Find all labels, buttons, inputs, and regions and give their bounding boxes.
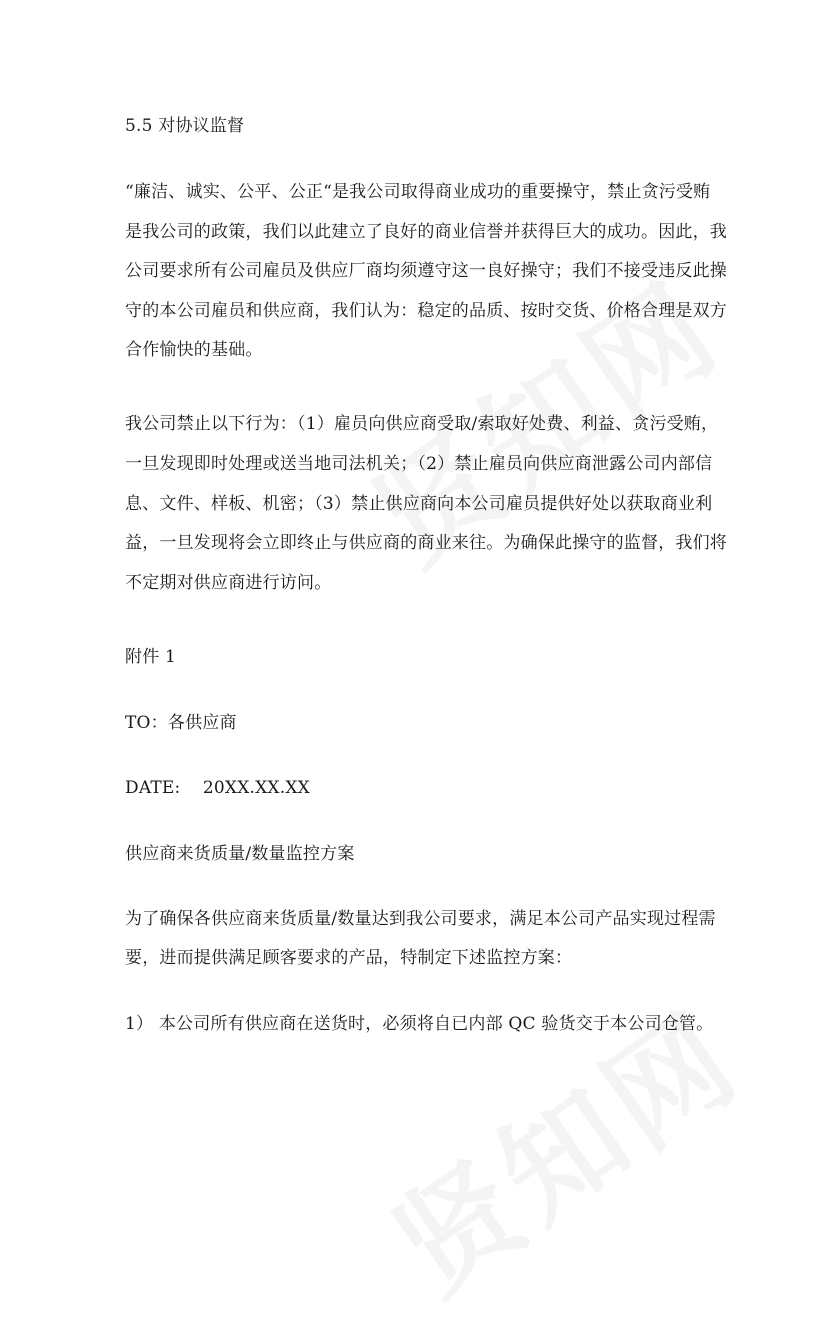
paragraph-line: 公司要求所有公司雇员及供应厂商均须遵守这一良好操守；我们不接受违反此操 bbox=[125, 261, 727, 281]
paragraph-line: 是我公司的政策，我们以此建立了良好的商业信誉并获得巨大的成功。因此，我 bbox=[125, 222, 727, 242]
date-line: DATE: 20XX.XX.XX bbox=[125, 778, 310, 798]
paragraph-line: 息、文件、样板、机密；（3）禁止供应商向本公司雇员提供好处以获取商业利 bbox=[125, 494, 713, 514]
to-line: TO：各供应商 bbox=[125, 713, 237, 733]
plan-title: 供应商来货质量/数量监控方案 bbox=[125, 844, 355, 864]
paragraph-line: 合作愉快的基础。 bbox=[125, 340, 263, 360]
paragraph-line: 守的本公司雇员和供应商，我们认为：稳定的品质、按时交货、价格合理是双方 bbox=[125, 301, 727, 321]
paragraph-line: 为了确保各供应商来货质量/数量达到我公司要求，满足本公司产品实现过程需 bbox=[125, 909, 716, 929]
list-item: 1） 本公司所有供应商在送货时，必须将自已内部 QC 验货交于本公司仓管。 bbox=[125, 1014, 714, 1034]
paragraph-line: 我公司禁止以下行为：（1）雇员向供应商受取/索取好处费、利益、贪污受贿， bbox=[125, 414, 719, 434]
paragraph-line: 不定期对供应商进行访问。 bbox=[125, 573, 332, 593]
attachment-label: 附件 1 bbox=[125, 647, 177, 667]
paragraph-line: 益，一旦发现将会立即终止与供应商的商业来往。为确保此操守的监督，我们将 bbox=[125, 533, 727, 553]
paragraph-line: 一旦发现即时处理或送当地司法机关；（2）禁止雇员向供应商泄露公司内部信 bbox=[125, 454, 713, 474]
paragraph-line: “廉洁、诚实、公平、公正“是我公司取得商业成功的重要操守，禁止贪污受贿 bbox=[125, 182, 711, 202]
paragraph-line: 要，进而提供满足顾客要求的产品，特制定下述监控方案： bbox=[125, 948, 573, 968]
section-title: 5.5 对协议监督 bbox=[125, 116, 245, 136]
